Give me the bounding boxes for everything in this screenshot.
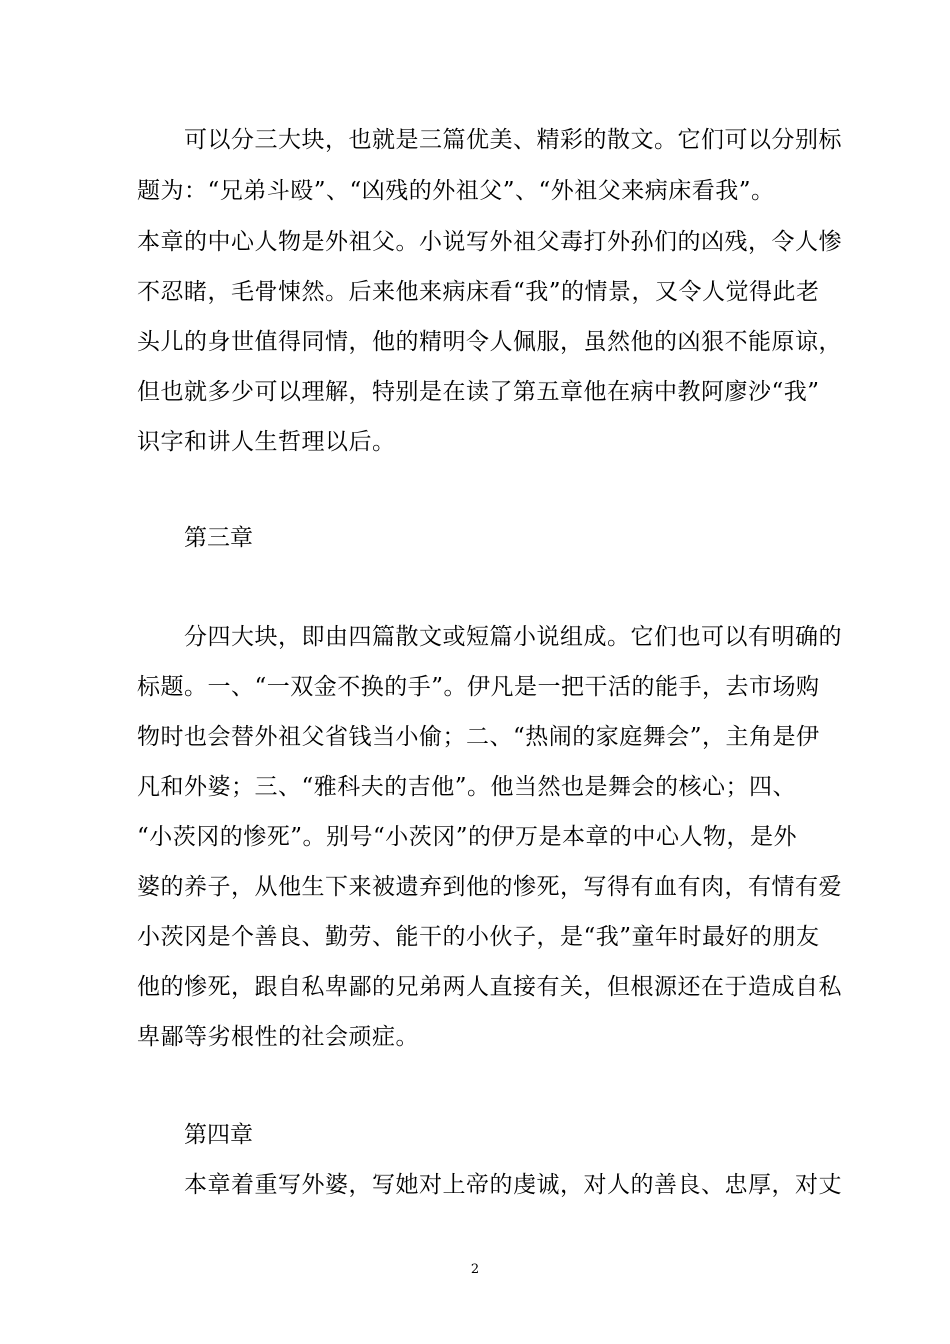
paragraph-line: 标题。一、“一双金不换的手”。伊凡是一把干活的能手，去市场购	[137, 674, 820, 700]
paragraph-line: 凡和外婆；三、“雅科夫的吉他”。他当然也是舞会的核心；四、	[137, 774, 797, 800]
page-number: 2	[470, 1262, 480, 1277]
paragraph-line: 他的惨死，跟自私卑鄙的兄弟两人直接有关，但根源还在于造成自私	[137, 974, 842, 1000]
chapter-heading: 第三章	[184, 525, 253, 551]
paragraph-line: 本章着重写外婆，写她对上帝的虔诚，对人的善良、忠厚，对丈	[184, 1172, 842, 1198]
paragraph-line: 头儿的身世值得同情，他的精明令人佩服，虽然他的凶狠不能原谅，	[137, 329, 842, 355]
paragraph-line: 题为：“兄弟斗殴”、“凶残的外祖父”、“外祖父来病床看我”。	[137, 178, 775, 204]
chapter-heading: 第四章	[184, 1122, 253, 1148]
paragraph-line: 小茨冈是个善良、勤劳、能干的小伙子，是“我”童年时最好的朋友	[137, 924, 820, 950]
paragraph-line: “小茨冈的惨死”。别号“小茨冈”的伊万是本章的中心人物，是外	[137, 824, 798, 850]
paragraph-line: 不忍睹，毛骨悚然。后来他来病床看“我”的情景，又令人觉得此老	[137, 279, 820, 305]
paragraph-line: 识字和讲人生哲理以后。	[137, 429, 396, 455]
paragraph-line: 物时也会替外祖父省钱当小偷；二、“热闹的家庭舞会”，主角是伊	[137, 724, 820, 750]
paragraph-line: 可以分三大块，也就是三篇优美、精彩的散文。它们可以分别标	[184, 127, 842, 153]
paragraph-line: 婆的养子，从他生下来被遗弃到他的惨死，写得有血有肉，有情有爱	[137, 874, 842, 900]
paragraph-line: 但也就多少可以理解，特别是在读了第五章他在病中教阿廖沙“我”	[137, 379, 820, 405]
paragraph-line: 本章的中心人物是外祖父。小说写外祖父毒打外孙们的凶残，令人惨	[137, 229, 842, 255]
paragraph-line: 分四大块，即由四篇散文或短篇小说组成。它们也可以有明确的	[184, 624, 842, 650]
paragraph-line: 卑鄙等劣根性的社会顽症。	[137, 1024, 419, 1050]
